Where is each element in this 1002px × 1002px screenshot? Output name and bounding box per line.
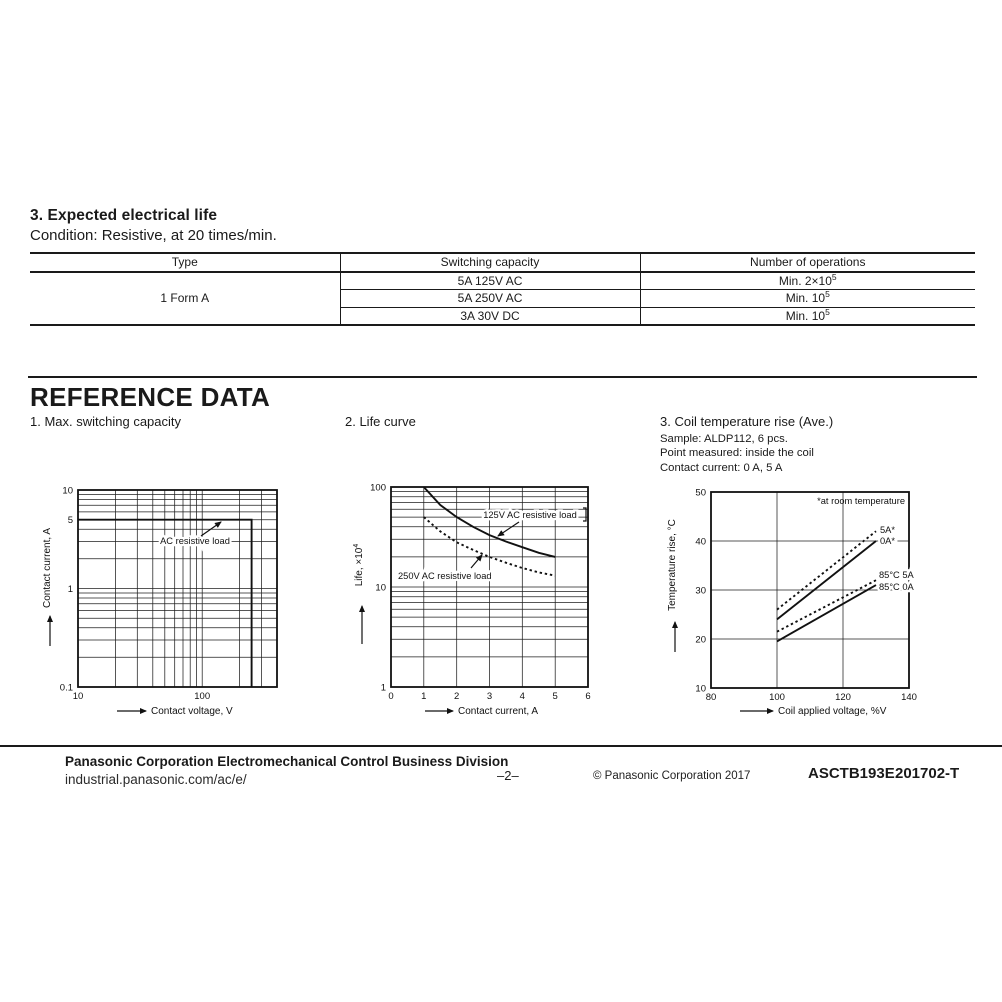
x-tick-label: 6 xyxy=(585,691,591,702)
series-label: 85°C 0A xyxy=(879,582,914,592)
section-divider xyxy=(28,376,977,378)
x-tick-label: 4 xyxy=(519,691,525,702)
chart3-title: 3. Coil temperature rise (Ave.) xyxy=(660,414,834,429)
life-curve-chart xyxy=(340,480,640,730)
reference-data-heading: REFERENCE DATA xyxy=(30,382,271,412)
operations-value: Min. 10 xyxy=(785,308,826,323)
x-axis-label: Coil applied voltage, %V xyxy=(778,706,887,717)
series-label: 0A* xyxy=(880,536,895,546)
doc-code: ASCTB193E xyxy=(808,765,895,782)
y-tick-label: 20 xyxy=(695,634,706,646)
series-label: AC resistive load xyxy=(160,536,230,546)
switching-capacity-cell: 5A 125V AC xyxy=(340,272,640,290)
page-number: –2– xyxy=(497,768,519,783)
col-header-type: Type xyxy=(30,253,340,272)
series-label: 250V AC resistive load xyxy=(398,571,492,581)
series-dashed xyxy=(777,580,876,632)
annotation-arrow xyxy=(498,522,519,536)
y-tick-label: 10 xyxy=(375,582,386,594)
y-tick-label: 100 xyxy=(370,482,386,494)
y-tick-label: 30 xyxy=(695,585,706,597)
table-header-row xyxy=(30,253,975,272)
series-label: 125V AC resistive load xyxy=(483,510,577,520)
chart3-sample: Sample: ALDP112, 6 pcs. xyxy=(660,433,788,445)
max-switching-capacity-chart xyxy=(30,480,330,730)
switching-capacity-cell: 3A 30V DC xyxy=(340,307,640,325)
operations-value: Min. 2×10 xyxy=(778,273,832,288)
x-axis-label: Contact current, A xyxy=(458,706,539,717)
y-tick-label: 1 xyxy=(380,682,386,694)
chart-note: *at room temperature xyxy=(817,496,905,506)
x-tick-label: 100 xyxy=(194,691,211,702)
chart3-point-measured: Point measured: inside the coil xyxy=(660,447,814,460)
y-axis-label: Temperature rise, °C xyxy=(667,519,678,611)
coil-temperature-rise-chart xyxy=(655,480,985,730)
x-tick-label: 100 xyxy=(769,692,785,703)
x-tick-label: 3 xyxy=(486,691,493,702)
operations-cell xyxy=(640,272,975,290)
type-cell: 1 Form A xyxy=(30,272,340,326)
col-header-switching-capacity: Switching capacity xyxy=(340,253,640,272)
footer-divider xyxy=(0,745,1002,747)
x-tick-label: 0 xyxy=(388,691,394,702)
y-axis-label: Contact current, A xyxy=(42,527,53,609)
x-tick-label: 1 xyxy=(421,691,427,702)
y-axis-label: Life, $\times 10^4$ xyxy=(353,543,365,587)
x-axis-label: Contact voltage, V xyxy=(151,706,233,717)
chart1-title: 1. Max. switching capacity xyxy=(30,414,182,429)
y-tick-label: 40 xyxy=(695,536,706,548)
y-tick-label: 50 xyxy=(695,487,706,499)
operations-exponent: 5 xyxy=(825,306,830,317)
x-tick-label: 140 xyxy=(901,692,917,703)
chart2-title: 2. Life curve xyxy=(345,414,416,429)
chart3-subtitle xyxy=(660,432,814,475)
doc-revision: 201702-T xyxy=(895,765,960,782)
col-header-number-of-operations: Number of operations xyxy=(640,253,975,272)
series-solid xyxy=(777,585,876,641)
x-tick-label: 2 xyxy=(454,691,460,702)
x-tick-label: 80 xyxy=(705,692,717,703)
electrical-life-heading: 3. Expected electrical life xyxy=(30,207,218,224)
y-tick-label: 10 xyxy=(695,683,706,695)
operations-cell xyxy=(640,307,975,325)
x-tick-label: 10 xyxy=(72,691,84,702)
operations-exponent: 5 xyxy=(825,289,830,300)
x-tick-label: 120 xyxy=(835,692,851,703)
y-tick-label: 5 xyxy=(67,515,73,527)
operations-exponent: 5 xyxy=(831,271,837,282)
series-solid xyxy=(777,541,876,619)
y-tick-label: 10 xyxy=(62,485,73,497)
switching-capacity-cell: 5A 250V AC xyxy=(340,290,640,308)
series-dashed xyxy=(777,531,876,609)
y-tick-label: 1 xyxy=(67,584,73,595)
series-label: 5A* xyxy=(880,525,895,535)
series-label: 85°C 5A xyxy=(879,570,914,580)
y-tick-label: 0.1 xyxy=(59,682,73,694)
footer-copyright: © Panasonic Corporation 2017 xyxy=(593,770,751,782)
electrical-life-table xyxy=(30,252,975,326)
operations-value: Min. 10 xyxy=(785,291,826,306)
operations-cell xyxy=(640,290,975,308)
label-bracket xyxy=(583,508,586,521)
electrical-life-condition: Condition: Resistive, at 20 times/min. xyxy=(30,227,277,244)
footer-company: Panasonic Corporation Electromechanical Control Business Division xyxy=(65,754,509,769)
footer-url: industrial.panasonic.com/ac/e/ xyxy=(65,772,247,787)
table-row xyxy=(30,272,975,290)
chart3-contact-current: Contact current: 0 A, 5 A xyxy=(660,461,783,474)
x-tick-label: 5 xyxy=(552,691,558,702)
